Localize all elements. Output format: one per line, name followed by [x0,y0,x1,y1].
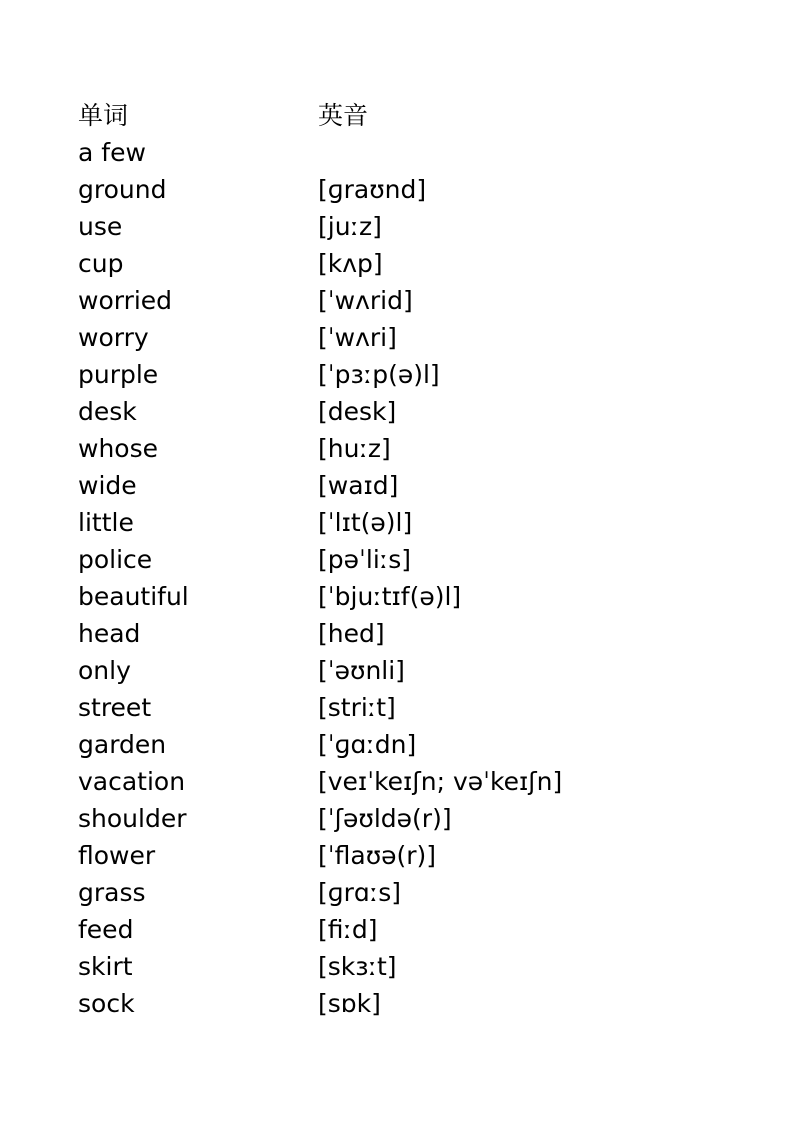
word-cell: flower [78,841,156,870]
table-row [78,652,718,689]
word-cell: feed [78,915,134,944]
table-row [78,837,718,874]
table-header-row [78,96,718,134]
ipa-cell: [ˈwʌri] [318,323,397,352]
table-row [78,948,718,985]
ipa-cell: [hed] [318,619,385,648]
table-row [78,208,718,245]
word-cell: shoulder [78,804,187,833]
word-cell: sock [78,989,135,1018]
ipa-cell: [ˈəʊnli] [318,656,405,685]
table-row [78,245,718,282]
table-row [78,541,718,578]
word-cell: vacation [78,767,186,796]
ipa-cell: [ɡraʊnd] [318,175,427,204]
table-row [78,430,718,467]
vocabulary-table [78,96,718,1022]
table-row [78,985,718,1022]
word-cell: street [78,693,152,722]
table-row [78,763,718,800]
word-cell: purple [78,360,159,389]
ipa-column-header: 英音 [318,100,369,130]
table-row [78,911,718,948]
ipa-cell: [skɜːt] [318,952,397,981]
ipa-cell: [sɒk] [318,989,381,1018]
ipa-cell: [ɡrɑːs] [318,878,401,907]
ipa-cell: [ˈbjuːtɪf(ə)l] [318,582,462,611]
ipa-cell: [juːz] [318,212,382,241]
table-row [78,393,718,430]
word-cell: grass [78,878,146,907]
ipa-cell: [ˈflaʊə(r)] [318,841,437,870]
word-cell: a few [78,138,146,167]
table-row [78,171,718,208]
table-row [78,467,718,504]
table-row [78,319,718,356]
word-cell: police [78,545,153,574]
table-row [78,874,718,911]
ipa-cell: [ˈwʌrid] [318,286,413,315]
table-row [78,615,718,652]
word-cell: beautiful [78,582,189,611]
word-cell: head [78,619,141,648]
word-cell: use [78,212,123,241]
ipa-cell: [desk] [318,397,397,426]
word-cell: whose [78,434,158,463]
table-row [78,578,718,615]
ipa-cell: [ˈpɜːp(ə)l] [318,360,440,389]
ipa-cell: [striːt] [318,693,396,722]
table-row [78,689,718,726]
table-row [78,356,718,393]
word-cell: only [78,656,131,685]
ipa-cell: [ˈɡɑːdn] [318,730,417,759]
table-row [78,282,718,319]
ipa-cell: [kʌp] [318,249,383,278]
word-cell: ground [78,175,167,204]
table-row [78,800,718,837]
word-cell: worry [78,323,149,352]
word-cell: wide [78,471,137,500]
table-row [78,134,718,171]
ipa-cell: [fiːd] [318,915,378,944]
word-cell: cup [78,249,124,278]
ipa-cell: [pəˈliːs] [318,545,411,574]
table-row [78,726,718,763]
ipa-cell: [ˈʃəʊldə(r)] [318,804,452,833]
word-cell: garden [78,730,167,759]
word-cell: little [78,508,134,537]
ipa-cell: [ˈlɪt(ə)l] [318,508,413,537]
word-cell: desk [78,397,137,426]
word-cell: worried [78,286,173,315]
table-row [78,504,718,541]
ipa-cell: [veɪˈkeɪʃn; vəˈkeɪʃn] [318,767,563,796]
ipa-cell: [huːz] [318,434,391,463]
ipa-cell: [waɪd] [318,471,399,500]
word-column-header: 单词 [78,100,129,130]
word-cell: skirt [78,952,133,981]
